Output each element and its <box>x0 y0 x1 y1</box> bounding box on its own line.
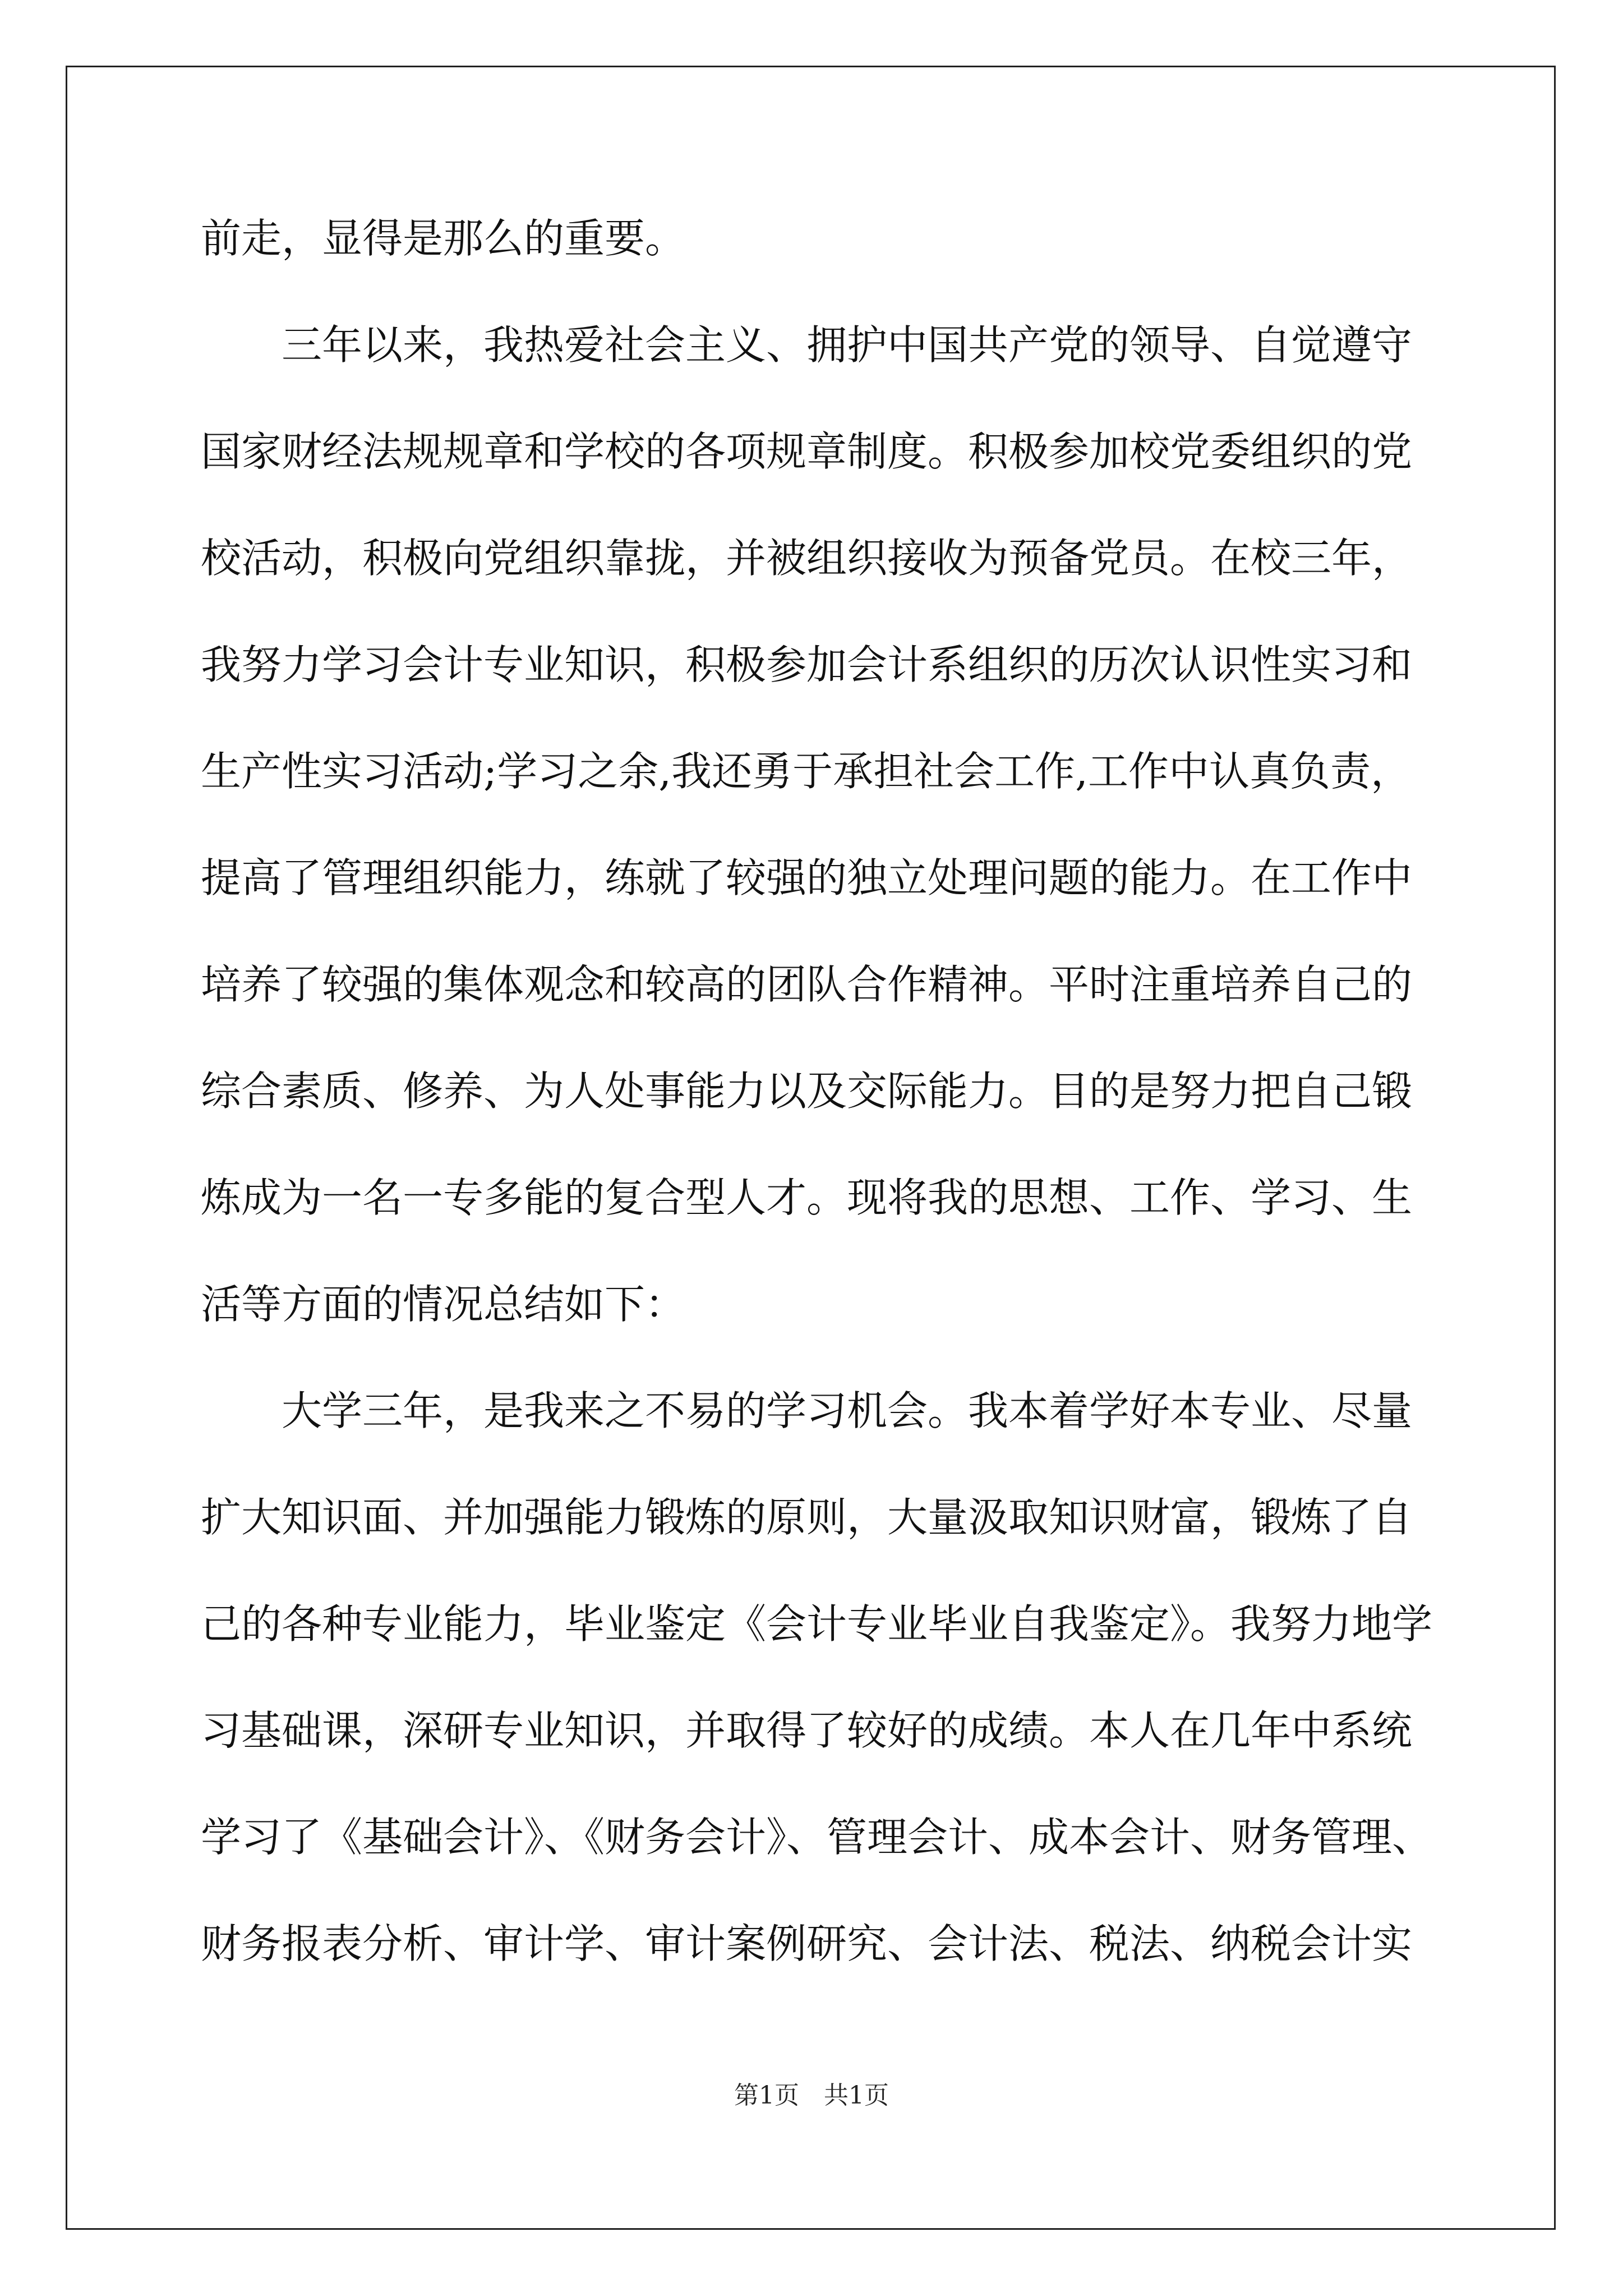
body-line: 扩大知识面、并加强能力锻炼的原则，大量汲取知识财富，锻炼了自 <box>201 1494 1413 1541</box>
body-line: 炼成为一名一专多能的复合型人才。现将我的思想、工作、学习、生 <box>201 1174 1413 1221</box>
body-line: 提高了管理组织能力，练就了较强的独立处理问题的能力。在工作中 <box>201 854 1413 901</box>
body-line: 综合素质、修养、为人处事能力以及交际能力。目的是努力把自己锻 <box>201 1068 1413 1115</box>
body-line: 学习了《基础会计》、《财务会计》、管理会计、成本会计、财务管理、 <box>201 1814 1433 1861</box>
body-line: 活等方面的情况总结如下： <box>201 1281 686 1328</box>
body-line: 前走，显得是那么的重要。 <box>201 215 686 262</box>
body-line: 习基础课，深研专业知识，并取得了较好的成绩。本人在几年中系统 <box>201 1707 1413 1754</box>
body-line: 财务报表分析、审计学、审计案例研究、会计法、税法、纳税会计实 <box>201 1920 1413 1967</box>
body-line: 培养了较强的集体观念和较高的团队合作精神。平时注重培养自己的 <box>201 961 1413 1008</box>
body-line: 大学三年，是我来之不易的学习机会。我本着学好本专业、尽量 <box>201 1387 1413 1434</box>
page-border <box>66 66 1556 2230</box>
body-line: 生产性实习活动;学习之余,我还勇于承担社会工作,工作中认真负责， <box>201 748 1412 795</box>
body-line: 校活动，积极向党组织靠拢，并被组织接收为预备党员。在校三年， <box>201 535 1413 582</box>
body-line: 国家财经法规规章和学校的各项规章制度。积极参加校党委组织的党 <box>201 428 1413 475</box>
body-line: 三年以来，我热爱社会主义、拥护中国共产党的领导、自觉遵守 <box>201 321 1413 369</box>
page-number-footer: 第1页 共1页 <box>734 2081 889 2110</box>
body-line: 己的各种专业能力，毕业鉴定《会计专业毕业自我鉴定》。我努力地学 <box>201 1600 1433 1648</box>
body-line: 我努力学习会计专业知识，积极参加会计系组织的历次认识性实习和 <box>201 641 1413 688</box>
